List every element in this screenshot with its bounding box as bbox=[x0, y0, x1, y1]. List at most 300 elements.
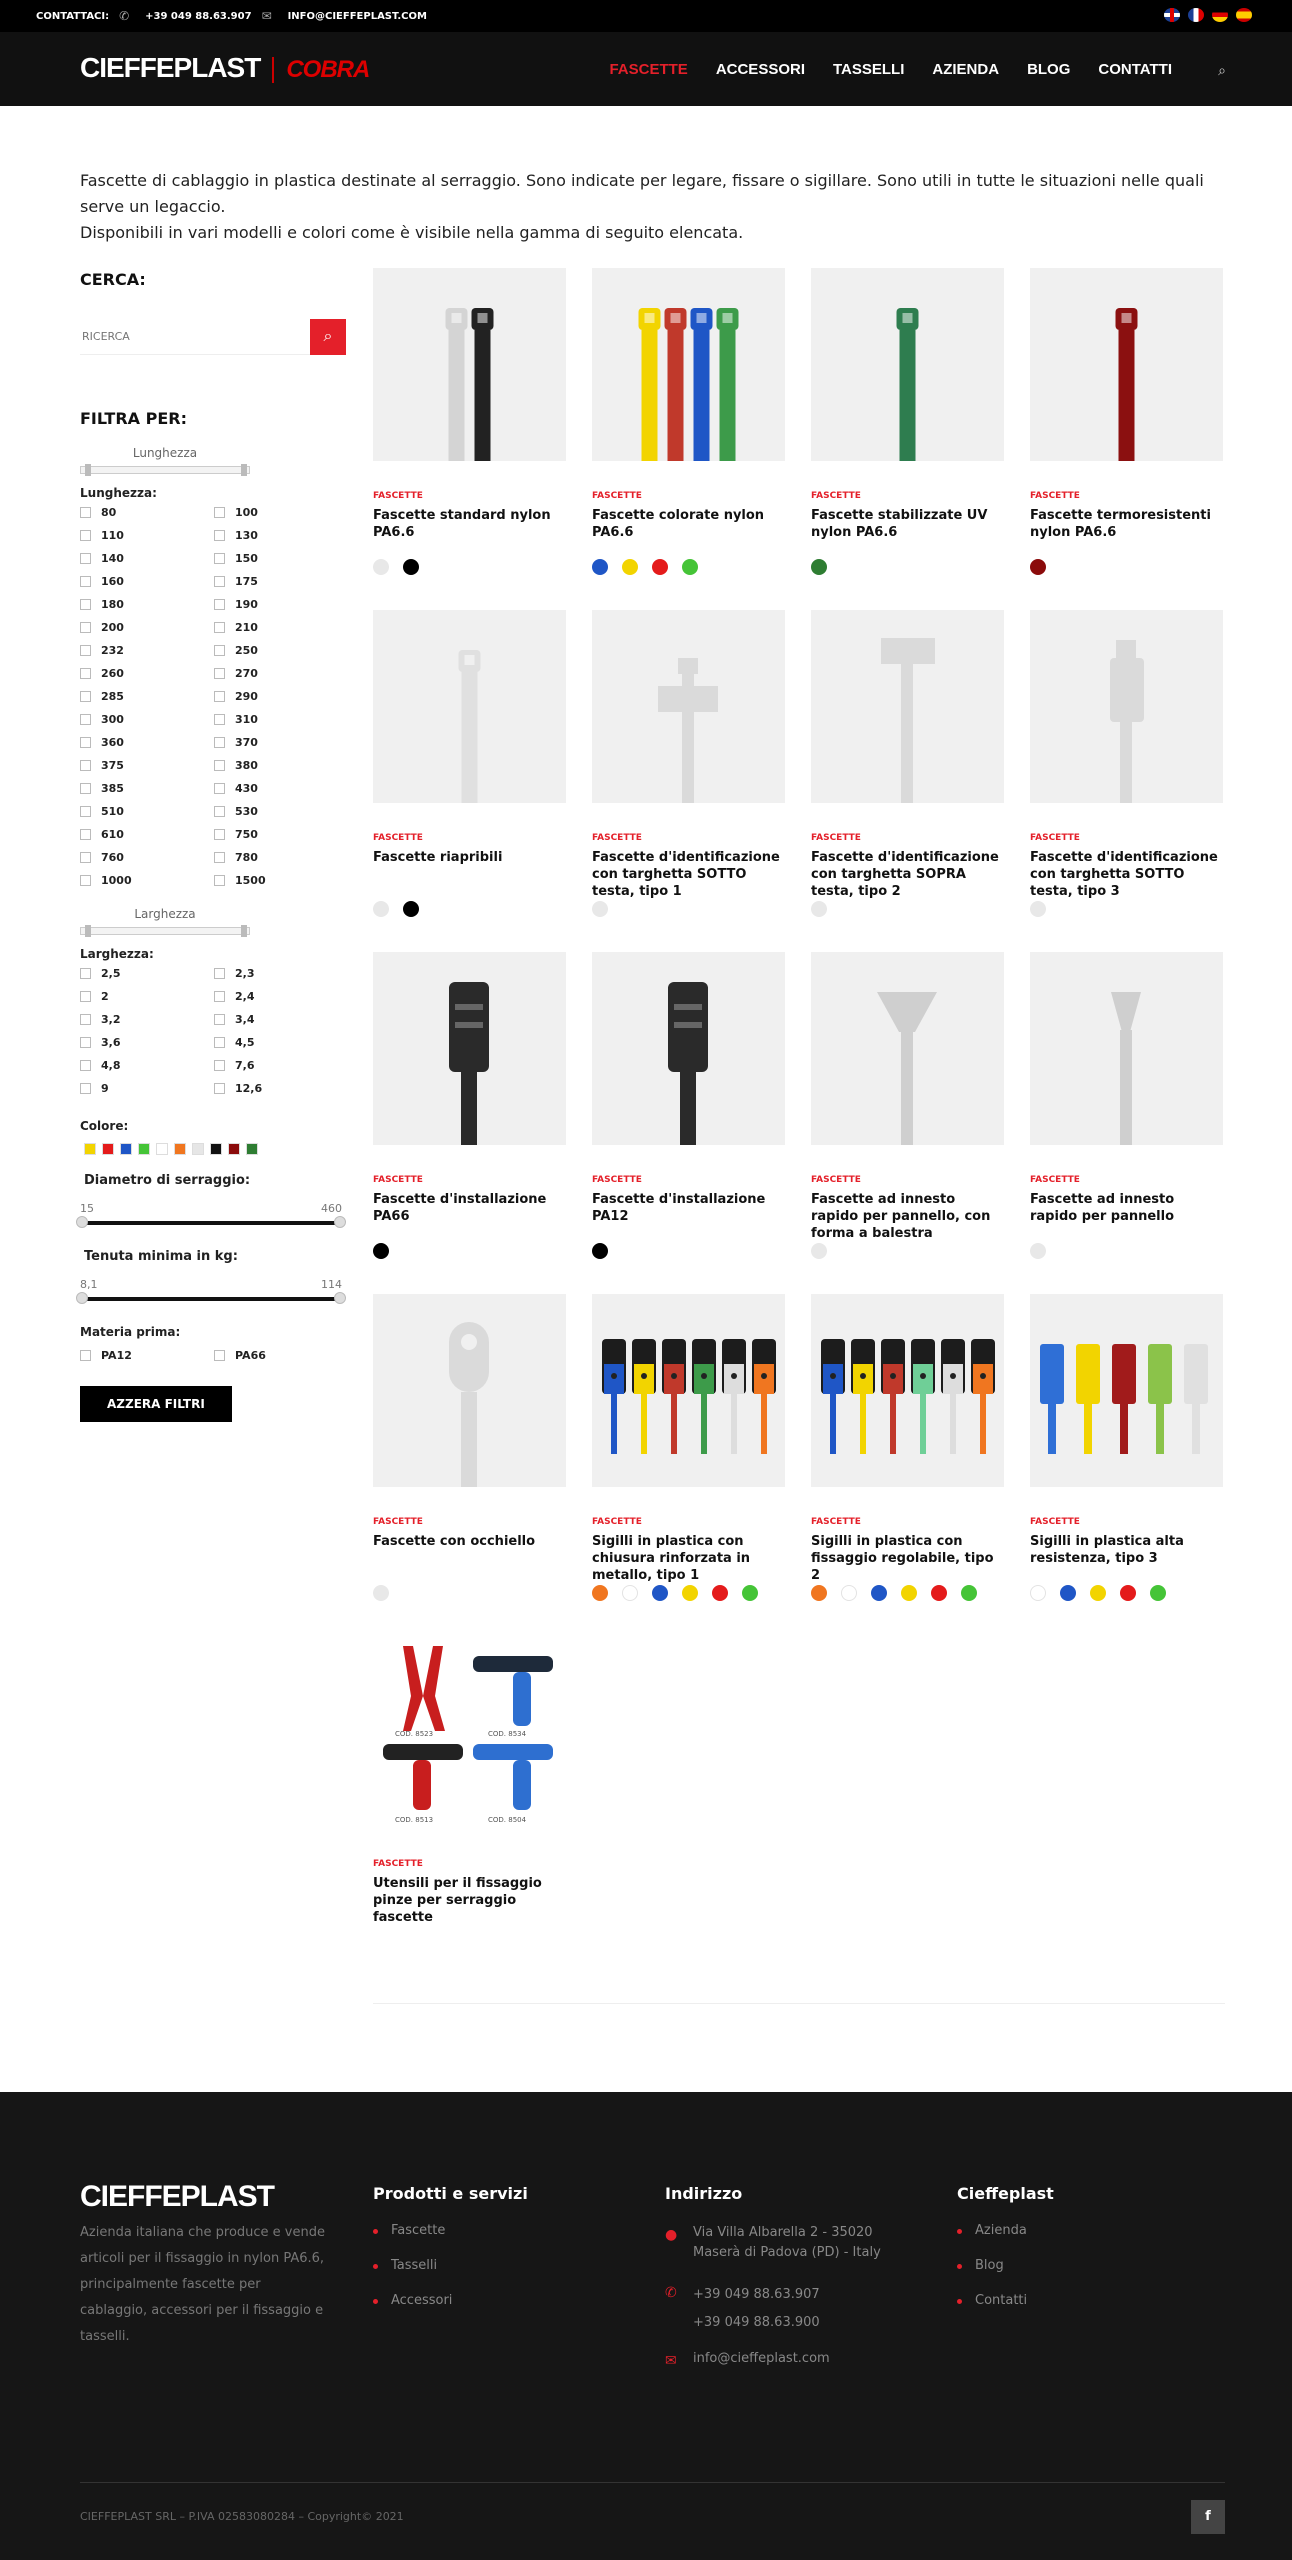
product-category[interactable]: FASCETTE bbox=[811, 1517, 861, 1527]
width-checkbox[interactable] bbox=[214, 967, 348, 980]
nav-tasselli[interactable]: TASSELLI bbox=[833, 61, 905, 78]
product-illustration bbox=[373, 952, 566, 1145]
site-footer bbox=[0, 2092, 1292, 2560]
tie-strap bbox=[901, 664, 913, 803]
product-card[interactable] bbox=[811, 952, 1004, 1294]
width-checkbox-list bbox=[80, 967, 350, 1095]
product-category[interactable]: FASCETTE bbox=[1030, 1517, 1080, 1527]
product-card[interactable] bbox=[1030, 610, 1223, 952]
width-checkbox[interactable] bbox=[80, 1082, 214, 1095]
product-name[interactable]: Fascette d'identificazione con targhetta SOTTO testa, tipo 3 bbox=[1030, 850, 1218, 899]
product-image[interactable] bbox=[592, 610, 785, 803]
tool-plier bbox=[403, 1646, 423, 1731]
product-card[interactable] bbox=[373, 610, 566, 952]
checkbox-box[interactable] bbox=[214, 622, 225, 633]
length-checkbox[interactable] bbox=[214, 621, 348, 634]
product-name[interactable]: Fascette ad innesto rapido per pannello bbox=[1030, 1192, 1175, 1224]
seal-strap bbox=[920, 1394, 926, 1454]
checkbox-box[interactable] bbox=[80, 852, 91, 863]
seal-tag bbox=[1112, 1344, 1136, 1404]
width-checkbox[interactable] bbox=[214, 1013, 348, 1026]
product-card[interactable] bbox=[592, 268, 785, 610]
length-checkbox-label: 750 bbox=[235, 828, 258, 841]
tie-strap bbox=[1119, 330, 1135, 461]
product-category[interactable]: FASCETTE bbox=[373, 833, 423, 843]
product-category[interactable]: FASCETTE bbox=[373, 1859, 423, 1869]
product-color-dots bbox=[592, 1243, 785, 1259]
product-name[interactable]: Fascette d'identificazione con targhetta SOPRA testa, tipo 2 bbox=[811, 850, 999, 899]
length-checkbox[interactable] bbox=[214, 529, 348, 542]
width-checkbox[interactable] bbox=[80, 1036, 214, 1049]
product-card[interactable] bbox=[592, 610, 785, 952]
length-checkbox[interactable] bbox=[214, 736, 348, 749]
flag-en-icon[interactable] bbox=[1164, 8, 1180, 22]
length-checkbox[interactable] bbox=[80, 552, 214, 565]
product-image[interactable] bbox=[1030, 268, 1223, 461]
checkbox-box[interactable] bbox=[214, 668, 225, 679]
product-category[interactable]: FASCETTE bbox=[373, 1517, 423, 1527]
length-checkbox[interactable] bbox=[80, 529, 214, 542]
tie-slot bbox=[723, 313, 733, 323]
product-category[interactable]: FASCETTE bbox=[811, 1175, 861, 1185]
install-rib bbox=[674, 1004, 702, 1010]
color-dot bbox=[811, 1585, 827, 1601]
product-name[interactable]: Fascette termoresistenti nylon PA6.6 bbox=[1030, 508, 1211, 540]
product-image[interactable] bbox=[373, 268, 566, 461]
color-dot bbox=[622, 559, 638, 575]
top-phone-link[interactable]: +39 049 88.63.907 bbox=[145, 10, 252, 22]
checkbox-box[interactable] bbox=[80, 668, 91, 679]
top-email-link[interactable]: INFO@CIEFFEPLAST.COM bbox=[287, 10, 427, 22]
length-range-slider[interactable] bbox=[80, 466, 250, 474]
color-swatch[interactable] bbox=[174, 1143, 186, 1155]
footer-link-accessori[interactable]: Accessori bbox=[373, 2293, 528, 2308]
footer-email-row bbox=[665, 2349, 881, 2369]
length-checkbox-label: 290 bbox=[235, 690, 258, 703]
footer-address-column bbox=[665, 2184, 881, 2369]
product-card[interactable] bbox=[592, 952, 785, 1294]
width-checkbox-label: 3,6 bbox=[101, 1036, 121, 1049]
product-card[interactable] bbox=[1030, 952, 1223, 1294]
width-checkbox[interactable] bbox=[214, 1082, 348, 1095]
checkbox-box[interactable] bbox=[80, 645, 91, 656]
product-card[interactable] bbox=[811, 610, 1004, 952]
color-swatch[interactable] bbox=[192, 1143, 204, 1155]
product-image[interactable] bbox=[811, 952, 1004, 1145]
checkbox-box[interactable] bbox=[214, 1060, 225, 1071]
checkbox-box[interactable] bbox=[214, 760, 225, 771]
product-illustration bbox=[373, 268, 566, 461]
top-bar bbox=[0, 0, 1292, 32]
tie-slot bbox=[697, 313, 707, 323]
checkbox-box[interactable] bbox=[80, 737, 91, 748]
product-name[interactable]: Sigilli in plastica alta resistenza, tipo 3 bbox=[1030, 1534, 1184, 1566]
tie-slot bbox=[903, 313, 913, 323]
product-image[interactable] bbox=[1030, 952, 1223, 1145]
color-dot bbox=[1150, 1585, 1166, 1601]
product-name[interactable]: Fascette ad innesto rapido per pannello, con forma a balestra bbox=[811, 1192, 991, 1241]
length-checkbox-label: 430 bbox=[235, 782, 258, 795]
length-checkbox-label: 380 bbox=[235, 759, 258, 772]
product-category[interactable]: FASCETTE bbox=[811, 491, 861, 501]
tie-strap bbox=[461, 1072, 477, 1145]
length-checkbox[interactable] bbox=[80, 874, 214, 887]
tool-code-label: COD. 8513 bbox=[395, 1816, 434, 1824]
main-nav bbox=[581, 61, 1172, 78]
product-card[interactable] bbox=[373, 952, 566, 1294]
length-checkbox-label: 1500 bbox=[235, 874, 266, 887]
footer-link-tasselli[interactable]: Tasselli bbox=[373, 2258, 528, 2273]
nav-accessori[interactable]: ACCESSORI bbox=[715, 61, 805, 78]
checkbox-box[interactable] bbox=[214, 1350, 225, 1361]
product-name[interactable]: Fascette colorate nylon PA6.6 bbox=[592, 508, 765, 540]
reset-filters-button[interactable]: AZZERA FILTRI bbox=[80, 1386, 232, 1422]
checkbox-box[interactable] bbox=[80, 829, 91, 840]
main-header bbox=[0, 32, 1292, 106]
footer-phone-2[interactable]: +39 049 88.63.900 bbox=[693, 2315, 820, 2330]
product-color-dots bbox=[811, 1585, 1004, 1601]
checkbox-box[interactable] bbox=[214, 1037, 225, 1048]
color-swatch[interactable] bbox=[228, 1143, 240, 1155]
seal-strap bbox=[980, 1394, 986, 1454]
product-name[interactable]: Fascette riapribili bbox=[373, 850, 503, 865]
length-checkbox[interactable] bbox=[214, 575, 348, 588]
product-name[interactable]: Fascette stabilizzate UV nylon PA6.6 bbox=[811, 508, 988, 540]
product-card[interactable] bbox=[373, 1294, 566, 1636]
product-illustration bbox=[373, 1294, 566, 1487]
product-illustration bbox=[1030, 268, 1223, 461]
checkbox-box[interactable] bbox=[80, 1060, 91, 1071]
color-swatch[interactable] bbox=[84, 1143, 96, 1155]
checkbox-box[interactable] bbox=[214, 599, 225, 610]
length-checkbox[interactable] bbox=[80, 644, 214, 657]
color-swatch[interactable] bbox=[102, 1143, 114, 1155]
tie-strap bbox=[694, 330, 710, 461]
checkbox-box[interactable] bbox=[214, 530, 225, 541]
checkbox-box[interactable] bbox=[214, 829, 225, 840]
length-checkbox[interactable] bbox=[80, 690, 214, 703]
product-image[interactable] bbox=[373, 952, 566, 1145]
checkbox-box[interactable] bbox=[214, 806, 225, 817]
width-checkbox[interactable] bbox=[80, 967, 214, 980]
intro-line-2: Disponibili in vari modelli e colori come è visibile nella gamma di seguito elencata. bbox=[80, 223, 744, 242]
product-name[interactable]: Fascette standard nylon PA6.6 bbox=[373, 508, 551, 540]
nav-fascette[interactable]: FASCETTE bbox=[609, 61, 688, 78]
flag-de-icon[interactable] bbox=[1212, 8, 1228, 22]
seal-hole bbox=[920, 1373, 926, 1379]
color-swatch[interactable] bbox=[246, 1143, 258, 1155]
checkbox-box[interactable] bbox=[80, 714, 91, 725]
search-title: CERCA: bbox=[80, 270, 146, 289]
length-checkbox-label: 375 bbox=[101, 759, 124, 772]
color-swatch[interactable] bbox=[156, 1143, 168, 1155]
color-dot bbox=[1060, 1585, 1076, 1601]
material-checkbox[interactable] bbox=[214, 1349, 348, 1362]
tie-slot bbox=[671, 313, 681, 323]
checkbox-box[interactable] bbox=[214, 507, 225, 518]
length-checkbox[interactable] bbox=[80, 782, 214, 795]
checkbox-box[interactable] bbox=[80, 968, 91, 979]
length-checkbox[interactable] bbox=[80, 851, 214, 864]
product-category[interactable]: FASCETTE bbox=[373, 491, 423, 501]
width-range-slider[interactable] bbox=[80, 927, 250, 935]
color-dot bbox=[652, 559, 668, 575]
cobra-logo: COBRA bbox=[286, 56, 370, 83]
search-button[interactable] bbox=[310, 319, 346, 355]
nav-blog[interactable]: BLOG bbox=[1027, 61, 1071, 78]
checkbox-box[interactable] bbox=[80, 1014, 91, 1025]
product-category[interactable]: FASCETTE bbox=[373, 1175, 423, 1185]
product-image[interactable] bbox=[592, 952, 785, 1145]
color-dot bbox=[592, 901, 608, 917]
color-swatch[interactable] bbox=[138, 1143, 150, 1155]
product-category[interactable]: FASCETTE bbox=[592, 833, 642, 843]
checkbox-box[interactable] bbox=[214, 1083, 225, 1094]
length-checkbox[interactable] bbox=[80, 828, 214, 841]
site-logo[interactable] bbox=[80, 52, 369, 84]
color-dot bbox=[1120, 1585, 1136, 1601]
length-checkbox[interactable] bbox=[214, 805, 348, 818]
product-category[interactable]: FASCETTE bbox=[811, 833, 861, 843]
checkbox-box[interactable] bbox=[80, 691, 91, 702]
color-dot bbox=[1030, 1585, 1046, 1601]
eyelet-head bbox=[449, 1322, 489, 1392]
length-checkbox[interactable] bbox=[80, 621, 214, 634]
checkbox-box[interactable] bbox=[214, 645, 225, 656]
footer-logo[interactable]: CIEFFEPLAST bbox=[80, 2180, 275, 2213]
checkbox-box[interactable] bbox=[80, 760, 91, 771]
seal-strap bbox=[641, 1394, 647, 1454]
footer-link-blog[interactable]: Blog bbox=[957, 2258, 1054, 2273]
product-name[interactable]: Sigilli in plastica con fissaggio regolabile, tipo 2 bbox=[811, 1534, 994, 1583]
checkbox-box[interactable] bbox=[80, 576, 91, 587]
tie-head bbox=[1116, 640, 1136, 658]
length-checkbox[interactable] bbox=[214, 644, 348, 657]
product-name[interactable]: Sigilli in plastica con chiusura rinforzata in metallo, tipo 1 bbox=[592, 1534, 751, 1583]
footer-phone-1[interactable]: +39 049 88.63.907 bbox=[693, 2287, 820, 2302]
product-name[interactable]: Fascette d'installazione PA66 bbox=[373, 1192, 547, 1224]
product-image[interactable] bbox=[811, 268, 1004, 461]
color-swatch[interactable] bbox=[120, 1143, 132, 1155]
tie-slot bbox=[452, 313, 462, 323]
product-image[interactable] bbox=[373, 1636, 566, 1829]
product-category[interactable]: FASCETTE bbox=[592, 491, 642, 501]
product-category[interactable]: FASCETTE bbox=[592, 1175, 642, 1185]
length-checkbox[interactable] bbox=[214, 759, 348, 772]
checkbox-box[interactable] bbox=[80, 1037, 91, 1048]
product-image[interactable] bbox=[373, 1294, 566, 1487]
length-checkbox[interactable] bbox=[214, 690, 348, 703]
checkbox-box[interactable] bbox=[80, 530, 91, 541]
diameter-knob-max[interactable] bbox=[334, 1216, 346, 1228]
checkbox-box[interactable] bbox=[214, 875, 225, 886]
logo-separator bbox=[272, 57, 274, 83]
length-checkbox-label: 180 bbox=[101, 598, 124, 611]
checkbox-box[interactable] bbox=[80, 507, 91, 518]
length-checkbox[interactable] bbox=[214, 667, 348, 680]
length-checkbox[interactable] bbox=[80, 506, 214, 519]
footer-address bbox=[665, 2223, 881, 2263]
width-checkbox-label: 2,4 bbox=[235, 990, 255, 1003]
footer-phones bbox=[665, 2281, 881, 2337]
width-checkbox[interactable] bbox=[214, 1036, 348, 1049]
product-color-dots bbox=[373, 559, 566, 575]
material-checkbox-label: PA12 bbox=[101, 1349, 132, 1362]
color-dot bbox=[871, 1585, 887, 1601]
checkbox-box[interactable] bbox=[214, 852, 225, 863]
checkbox-box[interactable] bbox=[214, 553, 225, 564]
tenuta-knob-min[interactable] bbox=[76, 1292, 88, 1304]
width-checkbox-label: 2 bbox=[101, 990, 109, 1003]
length-checkbox[interactable] bbox=[80, 713, 214, 726]
checkbox-box[interactable] bbox=[214, 691, 225, 702]
checkbox-box[interactable] bbox=[214, 576, 225, 587]
length-checkbox[interactable] bbox=[80, 759, 214, 772]
nav-contatti[interactable]: CONTATTI bbox=[1098, 61, 1172, 78]
checkbox-box[interactable] bbox=[214, 1014, 225, 1025]
checkbox-box[interactable] bbox=[80, 991, 91, 1002]
checkbox-box[interactable] bbox=[80, 783, 91, 794]
length-checkbox[interactable] bbox=[80, 805, 214, 818]
length-checkbox-label: 200 bbox=[101, 621, 124, 634]
width-checkbox[interactable] bbox=[80, 1013, 214, 1026]
install-rib bbox=[455, 1004, 483, 1010]
checkbox-box[interactable] bbox=[214, 991, 225, 1002]
length-checkbox[interactable] bbox=[80, 598, 214, 611]
product-color-dots bbox=[1030, 1585, 1223, 1601]
facebook-icon[interactable]: f bbox=[1191, 2500, 1225, 2534]
tie-strap bbox=[680, 1072, 696, 1145]
length-checkbox[interactable] bbox=[80, 575, 214, 588]
diameter-knob-min[interactable] bbox=[76, 1216, 88, 1228]
checkbox-box[interactable] bbox=[80, 553, 91, 564]
search-input[interactable] bbox=[80, 319, 310, 355]
product-card[interactable] bbox=[811, 1294, 1004, 1636]
diameter-range-slider[interactable] bbox=[80, 1221, 342, 1225]
length-checkbox-label: 175 bbox=[235, 575, 258, 588]
tool-code-label: COD. 8504 bbox=[488, 1816, 527, 1824]
length-checkbox[interactable] bbox=[214, 552, 348, 565]
push-anchor bbox=[877, 992, 937, 1032]
width-checkbox[interactable] bbox=[214, 990, 348, 1003]
length-slider-handle-min[interactable] bbox=[85, 464, 91, 476]
length-checkbox[interactable] bbox=[214, 506, 348, 519]
width-checkbox[interactable] bbox=[214, 1059, 348, 1072]
length-slider-handle-max[interactable] bbox=[241, 464, 247, 476]
length-checkbox[interactable] bbox=[214, 598, 348, 611]
nav-azienda[interactable]: AZIENDA bbox=[932, 61, 1000, 78]
material-filter-label: Materia prima: bbox=[80, 1325, 181, 1339]
product-image[interactable] bbox=[592, 268, 785, 461]
tenuta-knob-max[interactable] bbox=[334, 1292, 346, 1304]
width-slider-handle-max[interactable] bbox=[241, 925, 247, 937]
length-checkbox[interactable] bbox=[214, 782, 348, 795]
filter-title: FILTRA PER: bbox=[80, 409, 187, 428]
length-checkbox[interactable] bbox=[214, 713, 348, 726]
checkbox-box[interactable] bbox=[80, 875, 91, 886]
length-checkbox[interactable] bbox=[214, 851, 348, 864]
checkbox-box[interactable] bbox=[80, 1350, 91, 1361]
product-name[interactable]: Fascette con occhiello bbox=[373, 1534, 536, 1549]
checkbox-box[interactable] bbox=[214, 714, 225, 725]
footer-email[interactable]: info@cieffeplast.com bbox=[693, 2351, 830, 2366]
checkbox-box[interactable] bbox=[214, 968, 225, 979]
color-dot bbox=[1030, 559, 1046, 575]
tool-code-label: COD. 8534 bbox=[488, 1730, 527, 1738]
phone-icon: ✆ bbox=[665, 2285, 677, 2301]
seal-strap bbox=[1048, 1404, 1056, 1454]
color-swatch[interactable] bbox=[210, 1143, 222, 1155]
length-checkbox[interactable] bbox=[80, 736, 214, 749]
header-search-icon[interactable]: ⌕ bbox=[1218, 63, 1226, 79]
width-checkbox[interactable] bbox=[80, 990, 214, 1003]
footer-link-azienda[interactable]: Azienda bbox=[957, 2223, 1054, 2238]
product-color-dots bbox=[1030, 1243, 1223, 1259]
length-checkbox[interactable] bbox=[80, 667, 214, 680]
product-card[interactable] bbox=[373, 1636, 566, 1978]
product-image[interactable] bbox=[592, 1294, 785, 1487]
footer-link-contatti[interactable]: Contatti bbox=[957, 2293, 1054, 2308]
product-card[interactable] bbox=[373, 268, 566, 610]
checkbox-box[interactable] bbox=[80, 806, 91, 817]
product-name[interactable]: Fascette d'identificazione con targhetta SOTTO testa, tipo 1 bbox=[592, 850, 780, 899]
product-image[interactable] bbox=[373, 610, 566, 803]
color-dot bbox=[811, 901, 827, 917]
material-checkbox[interactable] bbox=[80, 1349, 214, 1362]
product-color-dots bbox=[592, 1585, 785, 1601]
product-card[interactable] bbox=[1030, 268, 1223, 610]
tie-strap bbox=[461, 1392, 477, 1487]
product-card[interactable] bbox=[592, 1294, 785, 1636]
checkbox-box[interactable] bbox=[214, 737, 225, 748]
product-image[interactable] bbox=[1030, 610, 1223, 803]
product-image[interactable] bbox=[1030, 1294, 1223, 1487]
phone-icon: ✆ bbox=[119, 9, 130, 23]
product-category[interactable]: FASCETTE bbox=[592, 1517, 642, 1527]
product-name[interactable]: Fascette d'installazione PA12 bbox=[592, 1192, 766, 1224]
seal-strap bbox=[1120, 1404, 1128, 1454]
length-checkbox[interactable] bbox=[214, 828, 348, 841]
width-slider-handle-min[interactable] bbox=[85, 925, 91, 937]
product-category[interactable]: FASCETTE bbox=[1030, 491, 1080, 501]
length-checkbox-label: 360 bbox=[101, 736, 124, 749]
product-name[interactable]: Utensili per il fissaggio pinze per serraggio fascette bbox=[373, 1876, 542, 1925]
length-checkbox[interactable] bbox=[214, 874, 348, 887]
product-image[interactable] bbox=[811, 610, 1004, 803]
flag-fr-icon[interactable] bbox=[1188, 8, 1204, 22]
tenuta-range-slider[interactable] bbox=[80, 1297, 342, 1301]
id-tag bbox=[881, 638, 935, 664]
product-image[interactable] bbox=[811, 1294, 1004, 1487]
color-dot bbox=[1030, 901, 1046, 917]
checkbox-box[interactable] bbox=[214, 783, 225, 794]
product-card[interactable] bbox=[1030, 1294, 1223, 1636]
color-dot bbox=[811, 559, 827, 575]
checkbox-box[interactable] bbox=[80, 622, 91, 633]
product-card[interactable] bbox=[811, 268, 1004, 610]
color-dot bbox=[373, 1243, 389, 1259]
flag-es-icon[interactable] bbox=[1236, 8, 1252, 22]
footer-link-fascette[interactable]: Fascette bbox=[373, 2223, 528, 2238]
product-category[interactable]: FASCETTE bbox=[1030, 833, 1080, 843]
checkbox-box[interactable] bbox=[80, 599, 91, 610]
checkbox-box[interactable] bbox=[80, 1083, 91, 1094]
product-color-dots bbox=[811, 1243, 1004, 1259]
tool-grip bbox=[413, 1760, 431, 1810]
width-checkbox[interactable] bbox=[80, 1059, 214, 1072]
product-category[interactable]: FASCETTE bbox=[1030, 1175, 1080, 1185]
color-dot bbox=[373, 1585, 389, 1601]
